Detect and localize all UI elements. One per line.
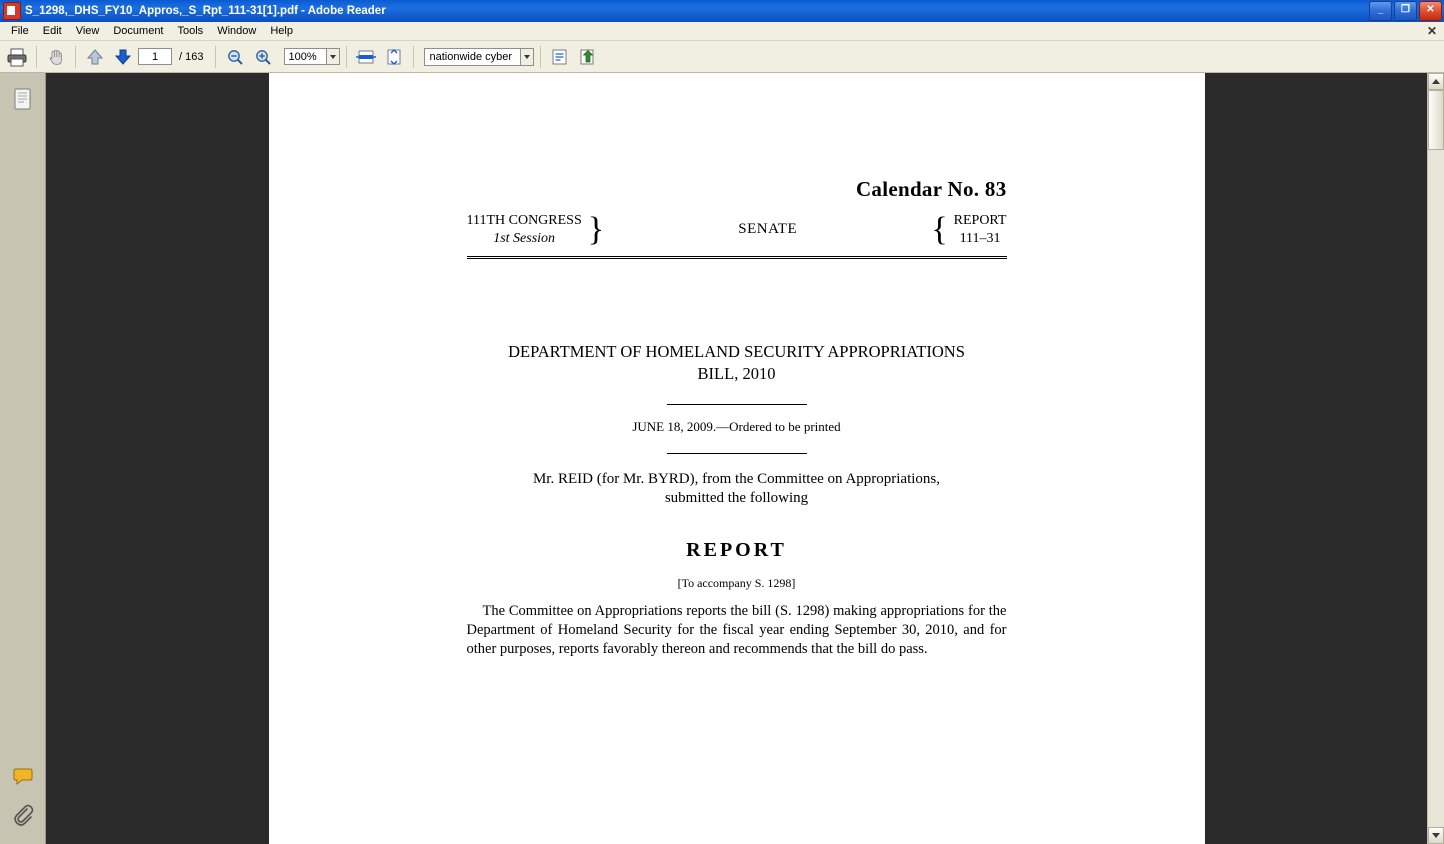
maximize-button[interactable] bbox=[1394, 1, 1417, 21]
minimize-icon: _ bbox=[1377, 4, 1384, 15]
maximize-icon: ❐ bbox=[1401, 4, 1410, 15]
minimize-button[interactable] bbox=[1369, 1, 1392, 21]
window-controls bbox=[1369, 1, 1442, 21]
right-brace: { bbox=[931, 210, 948, 248]
calendar-number: Calendar No. 83 bbox=[855, 177, 1007, 201]
scrollbar-track[interactable] bbox=[1428, 150, 1444, 827]
toolbar-separator bbox=[413, 46, 414, 68]
toolbar-separator bbox=[215, 46, 216, 68]
report-info bbox=[954, 212, 1007, 247]
arrow-up-icon bbox=[85, 47, 105, 67]
fit-page-icon bbox=[383, 47, 405, 67]
chamber-label: SENATE bbox=[738, 221, 798, 237]
zoom-in-icon bbox=[253, 47, 273, 67]
fit-width-button[interactable] bbox=[353, 44, 379, 70]
fit-page-button[interactable] bbox=[381, 44, 407, 70]
fit-width-icon bbox=[355, 47, 377, 67]
next-page-button[interactable] bbox=[110, 44, 136, 70]
accompany-note: [To accompany S. 1298] bbox=[677, 575, 796, 590]
share-button[interactable] bbox=[575, 44, 601, 70]
zoom-out-icon bbox=[225, 47, 245, 67]
document-title-line2: BILL, 2010 bbox=[697, 364, 776, 384]
menu-document[interactable]: Document bbox=[113, 25, 164, 37]
arrow-down-icon bbox=[113, 47, 133, 67]
submitter-block bbox=[467, 470, 1007, 509]
adobe-reader-icon bbox=[3, 2, 21, 20]
zoom-level-input[interactable] bbox=[284, 48, 326, 65]
document-page bbox=[269, 73, 1205, 844]
report-header-block bbox=[467, 212, 1007, 259]
pages-thumbnail-icon bbox=[10, 86, 36, 114]
hand-tool-icon bbox=[46, 47, 66, 67]
scroll-down-button[interactable] bbox=[1428, 827, 1444, 844]
report-heading: REPORT bbox=[686, 538, 787, 561]
submitter-line-2: submitted the following bbox=[664, 490, 809, 507]
document-title bbox=[467, 341, 1007, 386]
document-title-line1: DEPARTMENT OF HOMELAND SECURITY APPROPRIATIONS bbox=[508, 342, 965, 361]
congress-session: 1st Session bbox=[493, 230, 556, 246]
chevron-down-icon bbox=[524, 55, 530, 59]
hand-tool-button[interactable] bbox=[43, 44, 69, 70]
report-label: REPORT bbox=[953, 213, 1007, 228]
window-title: S_1298,_DHS_FY10_Appros,_S_Rpt_111-31[1].pdf - Adobe Reader bbox=[25, 5, 386, 17]
left-brace: } bbox=[587, 210, 605, 248]
toolbar-separator bbox=[75, 46, 76, 68]
print-button[interactable] bbox=[4, 44, 30, 70]
congress-info bbox=[467, 212, 582, 247]
menu-help[interactable]: Help bbox=[270, 25, 293, 37]
zoom-in-button[interactable] bbox=[250, 44, 276, 70]
divider-rule-top bbox=[667, 404, 807, 405]
menu-view[interactable]: View bbox=[75, 25, 100, 37]
toolbar-separator bbox=[540, 46, 541, 68]
printer-icon bbox=[6, 47, 28, 67]
navigation-pane bbox=[0, 73, 46, 844]
search-dropdown-button[interactable] bbox=[520, 48, 534, 66]
scroll-up-button[interactable] bbox=[1428, 73, 1444, 90]
comments-icon bbox=[10, 765, 36, 789]
dateline: JUNE 18, 2009.—Ordered to be printed bbox=[632, 418, 841, 434]
page-total-label: / 163 bbox=[179, 50, 204, 63]
scrollbar-thumb[interactable] bbox=[1428, 90, 1444, 150]
close-button[interactable] bbox=[1419, 1, 1442, 21]
toolbar-separator bbox=[36, 46, 37, 68]
congress-number: 111TH CONGRESS bbox=[466, 213, 582, 228]
main-toolbar bbox=[0, 41, 1444, 73]
menubar bbox=[0, 22, 1444, 41]
attachments-panel-button[interactable] bbox=[7, 798, 39, 832]
chevron-down-icon bbox=[330, 55, 336, 59]
comments-panel-button[interactable] bbox=[7, 760, 39, 794]
report-body-paragraph: The Committee on Appropriations reports the bill (S. 1298) making appropriations for the Department of Homeland Security for the fiscal year ending September 30, 2010, and for other purposes, reports favorably thereon and recommends that the bill do pass. bbox=[466, 602, 1007, 657]
text-tool-button[interactable] bbox=[547, 44, 573, 70]
window-titlebar bbox=[0, 0, 1444, 22]
menu-tools[interactable]: Tools bbox=[177, 25, 204, 37]
document-viewport[interactable] bbox=[46, 73, 1427, 844]
previous-page-button[interactable] bbox=[82, 44, 108, 70]
menu-window[interactable]: Window bbox=[217, 25, 257, 37]
page-number-input[interactable] bbox=[138, 48, 172, 65]
close-document-icon[interactable]: ✕ bbox=[1426, 24, 1437, 38]
divider-rule-bottom bbox=[667, 453, 807, 454]
toolbar-separator bbox=[346, 46, 347, 68]
workspace bbox=[0, 73, 1444, 844]
vertical-scrollbar[interactable] bbox=[1427, 73, 1444, 844]
text-tool-icon bbox=[549, 47, 571, 67]
close-icon: ✕ bbox=[1426, 4, 1435, 15]
navigation-pane-bottom bbox=[0, 760, 45, 836]
scroll-down-icon bbox=[1432, 833, 1440, 838]
menu-file[interactable]: File bbox=[11, 25, 29, 37]
pages-panel-button[interactable] bbox=[7, 83, 39, 117]
submitter-line-1: Mr. REID (for Mr. BYRD), from the Committee on Appropriations, bbox=[532, 470, 941, 487]
paperclip-icon bbox=[10, 802, 36, 828]
search-input[interactable] bbox=[424, 48, 520, 66]
scroll-up-icon bbox=[1432, 79, 1440, 84]
menu-edit[interactable]: Edit bbox=[42, 25, 62, 37]
share-icon bbox=[577, 47, 599, 67]
zoom-out-button[interactable] bbox=[222, 44, 248, 70]
zoom-dropdown-button[interactable] bbox=[326, 48, 340, 65]
report-number: 111–31 bbox=[959, 230, 1001, 246]
